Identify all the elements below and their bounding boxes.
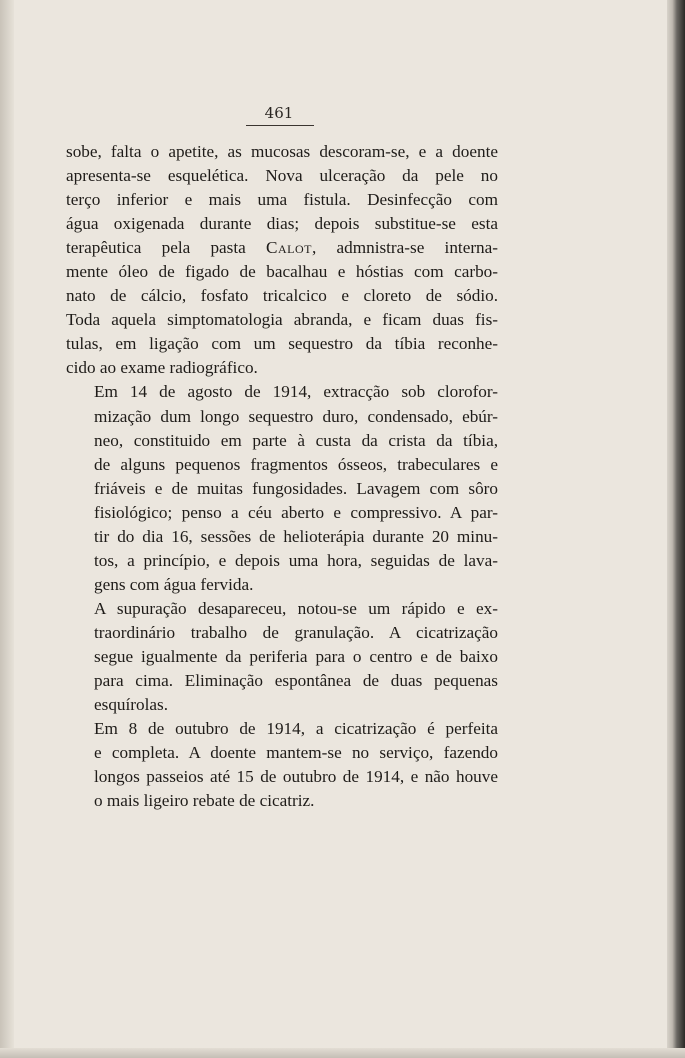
text-line: nato de cálcio, fosfato tricalcico e cloreto de sódio. [66,286,498,306]
body-text [66,140,498,813]
text-line: para cima. Eliminação espontânea de duas pequenas [94,671,498,691]
text-line: água oxigenada durante dias; depois substitue-se esta [66,214,498,234]
paragraph [66,597,498,717]
text-line: neo, constituido em parte à custa da crista da tíbia, [94,430,498,450]
header-rule [246,125,314,126]
paragraph [66,140,498,380]
page-edge [667,0,685,1058]
paragraph [66,380,498,596]
text-line: Toda aquela simptomatologia abranda, e ficam duas fis- [66,310,498,330]
text-line: terapêutica pela pasta Calot, admnistra-se interna- [66,238,498,258]
text-line: esquírolas. [94,695,168,715]
text-line: apresenta-se esquelética. Nova ulceração da pele no [66,166,498,186]
text-line: tir do dia 16, sessões de helioterápia durante 20 minu- [94,526,498,546]
text-line: o mais ligeiro rebate de cicatriz. [94,791,315,811]
author-name: Calot [266,238,312,258]
page-bottom-edge [0,1048,685,1058]
text-line: A supuração desapareceu, notou-se um rápido e ex- [94,598,498,618]
binding-shadow [0,0,14,1058]
text-line: de alguns pequenos fragmentos ósseos, trabeculares e [94,454,498,474]
paragraph [66,717,498,813]
text-line: segue igualmente da periferia para o centro e de baixo [94,646,498,666]
text-line: longos passeios até 15 de outubro de 1914, e não houve [94,767,498,787]
text-line: mização dum longo sequestro duro, condensado, ebúr- [94,406,498,426]
text-line: terço inferior e mais uma fistula. Desinfecção com [66,190,498,210]
text-line: Em 14 de agosto de 1914, extracção sob clorofor- [94,382,498,402]
page-number: 461 [264,104,294,122]
text-line: mente óleo de figado de bacalhau e hóstias com carbo- [66,262,498,282]
text-line: cido ao exame radiográfico. [66,358,258,378]
text-line: e completa. A doente mantem-se no serviço, fazendo [94,743,498,763]
text-line: tulas, em ligação com um sequestro da tíbia reconhe- [66,334,498,354]
text-line: Em 8 de outubro de 1914, a cicatrização é perfeita [94,719,498,739]
text-line: tos, a princípio, e depois uma hora, seguidas de lava- [94,550,498,570]
text-line: traordinário trabalho de granulação. A cicatrização [94,622,498,642]
text-line: friáveis e de muitas fungosidades. Lavagem com sôro [94,478,498,498]
text-line: fisiológico; penso a céu aberto e compressivo. A par- [94,502,498,522]
text-line: gens com água fervida. [94,574,254,594]
text-line: sobe, falta o apetite, as mucosas descoram-se, e a doente [66,142,498,161]
